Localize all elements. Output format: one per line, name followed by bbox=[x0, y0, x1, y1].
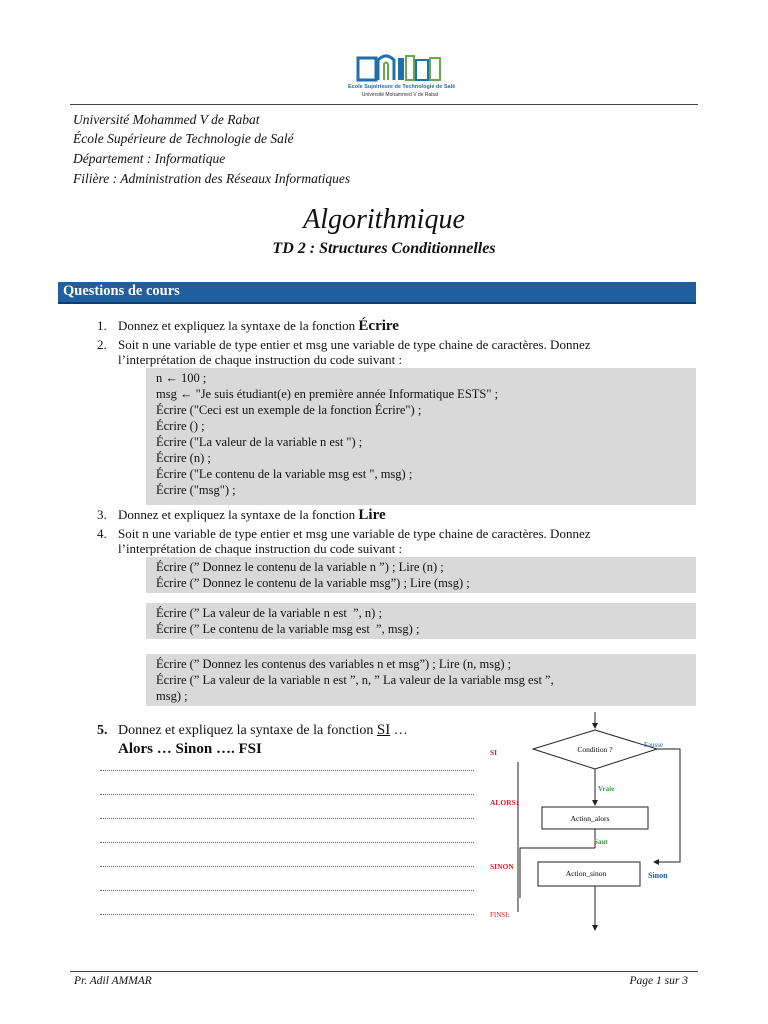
code-line: Écrire ("Ceci est un exemple de la fonction Écrire") ; bbox=[156, 403, 422, 417]
question-text-line-2: l’interprétation de chaque instruction du code suivant : bbox=[118, 541, 403, 556]
answer-line bbox=[100, 794, 474, 795]
si-alors-sinon-flowchart bbox=[480, 712, 710, 937]
answer-line bbox=[100, 890, 474, 891]
header-department: Département : Informatique bbox=[73, 151, 226, 166]
footer-author: Pr. Adil AMMAR bbox=[74, 975, 152, 987]
code-line: Écrire (” La valeur de la variable n est ”, n, ” La valeur de la variable msg est ”, bbox=[156, 673, 554, 687]
header-filiere: Filière : Administration des Réseaux Informatiques bbox=[73, 171, 351, 186]
section-header bbox=[58, 282, 696, 304]
question-text: Donnez et expliquez la syntaxe de la fonction bbox=[118, 318, 359, 333]
code-block-2 bbox=[146, 557, 696, 593]
header-university: Université Mohammed V de Rabat bbox=[73, 112, 260, 127]
label-finsi: FINSI: bbox=[490, 911, 510, 919]
action-alors-text: Action_alors bbox=[570, 814, 610, 823]
page-title: Algorithmique bbox=[303, 204, 465, 235]
action-sinon-text: Action_sinon bbox=[565, 869, 607, 878]
false-branch-arrow bbox=[654, 749, 680, 862]
question-number: 1. bbox=[97, 318, 107, 333]
label-si: SI bbox=[490, 748, 498, 757]
answer-line bbox=[100, 914, 474, 915]
code-block-3 bbox=[146, 603, 696, 639]
logo-emblem-icon bbox=[348, 50, 452, 84]
school-logo bbox=[348, 50, 456, 104]
logo-line-2: Université Mohammed V de Rabat bbox=[361, 92, 439, 98]
footer-page-number: Page 1 sur 3 bbox=[629, 975, 688, 987]
label-vraie: Vraie bbox=[598, 785, 615, 793]
question-number: 3. bbox=[97, 507, 107, 522]
code-line: Écrire (” Le contenu de la variable msg est ”, msg) ; bbox=[156, 622, 420, 636]
code-line: n ← 100 ; bbox=[156, 371, 207, 385]
code-line: msg ← "Je suis étudiant(e) en première année Informatique ESTS" ; bbox=[156, 387, 499, 401]
label-sinon: SINON bbox=[490, 862, 514, 871]
header-divider bbox=[70, 104, 698, 105]
label-saut: Saut bbox=[594, 838, 608, 846]
question-text-line-1: Soit n une variable de type entier et msg une variable de type chaine de caractères. Donnez bbox=[118, 526, 591, 541]
code-line: Écrire (” Donnez le contenu de la variable msg”) ; Lire (msg) ; bbox=[156, 576, 470, 590]
question-text-line-2: Alors … Sinon …. FSI bbox=[118, 741, 262, 757]
keyword-lire: Lire bbox=[358, 507, 386, 523]
condition-text: Condition ? bbox=[577, 745, 613, 754]
code-block-1 bbox=[146, 368, 696, 505]
label-alors: ALORS: bbox=[490, 798, 519, 807]
header-school: École Supérieure de Technologie de Salé bbox=[73, 131, 294, 146]
answer-line bbox=[100, 842, 474, 843]
code-line: Écrire ("La valeur de la variable n est ") ; bbox=[156, 435, 363, 449]
code-line: msg) ; bbox=[156, 689, 188, 703]
question-text-line-1: Soit n une variable de type entier et msg une variable de type chaine de caractères. Donnez bbox=[118, 337, 591, 352]
keyword-si: SI bbox=[376, 722, 391, 738]
keyword-ecrire: Écrire bbox=[358, 318, 399, 334]
code-block-4 bbox=[146, 654, 696, 706]
section-title: Questions de cours bbox=[63, 283, 180, 299]
code-line: Écrire (” Donnez les contenus des variables n et msg”) ; Lire (n, msg) ; bbox=[156, 657, 512, 671]
question-number: 4. bbox=[97, 526, 107, 541]
question-text: Donnez et expliquez la syntaxe de la fonction bbox=[118, 723, 377, 738]
question-text: Donnez et expliquez la syntaxe de la fonction bbox=[118, 507, 359, 522]
code-line: Écrire (n) ; bbox=[156, 451, 211, 465]
logo-line-1: Ecole Supérieure de Technologie de Salé bbox=[348, 84, 456, 90]
code-line: Écrire ("Le contenu de la variable msg est ", msg) ; bbox=[156, 467, 413, 481]
code-line: Écrire (” La valeur de la variable n est ”, n) ; bbox=[156, 606, 382, 620]
code-line: Écrire ("msg") ; bbox=[156, 483, 236, 497]
page-subtitle: TD 2 : Structures Conditionnelles bbox=[272, 240, 496, 257]
answer-line bbox=[100, 818, 474, 819]
code-line: Écrire (” Donnez le contenu de la variable n ”) ; Lire (n) ; bbox=[156, 560, 444, 574]
question-text-line-2: l’interprétation de chaque instruction du code suivant : bbox=[118, 352, 403, 367]
label-sinon-branch: Sinon bbox=[648, 871, 668, 880]
question-ellipsis: … bbox=[390, 723, 408, 738]
answer-line bbox=[100, 770, 474, 771]
question-number: 2. bbox=[97, 337, 107, 352]
question-number: 5. bbox=[97, 723, 108, 738]
answer-line bbox=[100, 866, 474, 867]
code-line: Écrire () ; bbox=[156, 419, 205, 433]
footer-divider bbox=[70, 971, 698, 972]
label-fausse: Fausse bbox=[644, 741, 664, 749]
